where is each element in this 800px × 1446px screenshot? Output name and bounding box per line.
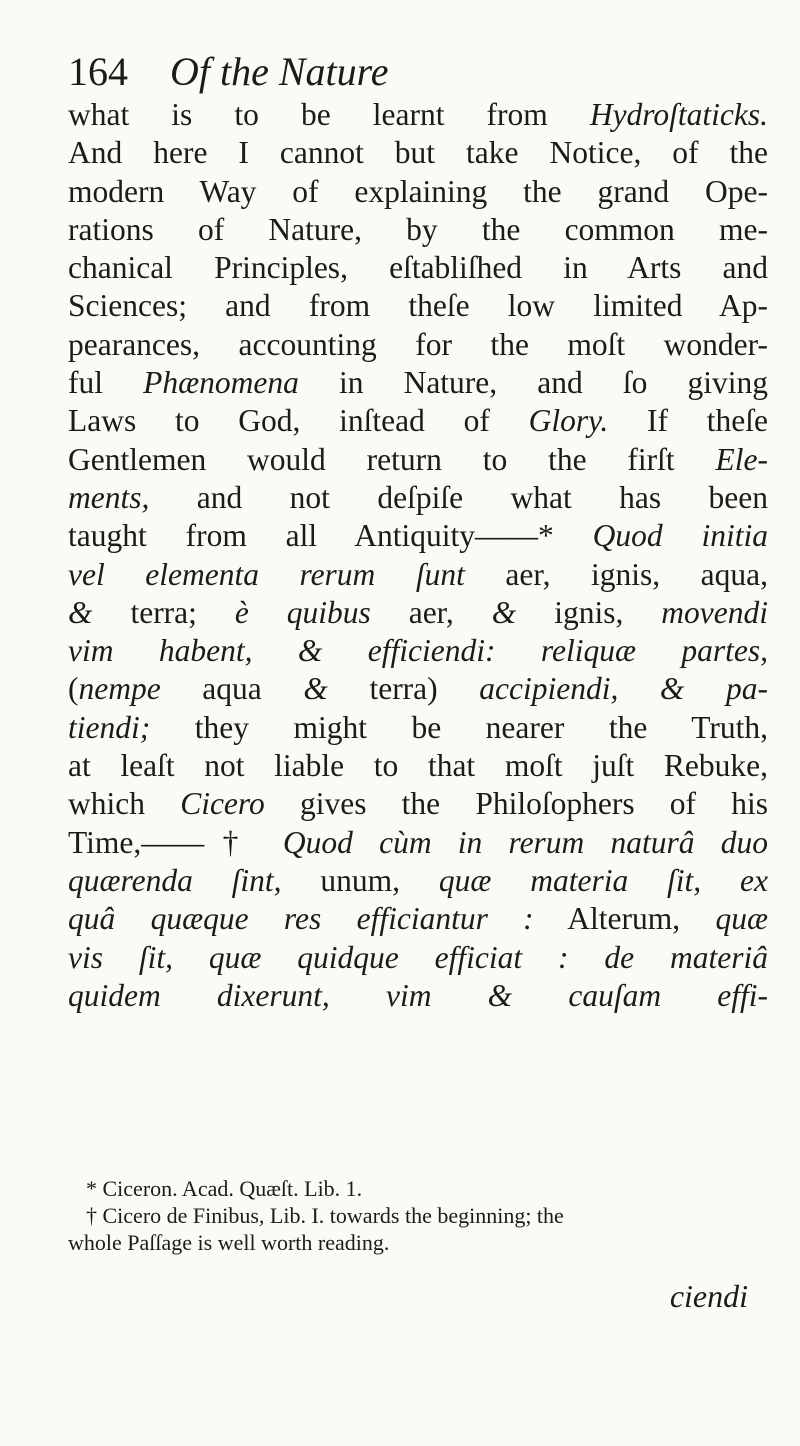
footnote: † Cicero de Finibus, Lib. I. towards the beginning; the [86,1203,564,1228]
text-line: ful Phænomena in Nature, and ſo giving [68,365,768,401]
footnotes [68,1175,768,1256]
text-line: ments, and not deſpiſe what has been [68,479,768,515]
text-line: quâ quæque res efficiantur : Alterum, quæ [68,901,768,937]
text-line: chanical Principles, eſtabliſhed in Arts and [68,250,768,286]
text-line: quærenda ſint, unum, quæ materia ſit, ex [68,862,768,898]
text-line: which Cicero gives the Philoſophers of his [68,786,768,822]
text-line: pearances, accounting for the moſt wonder- [68,326,768,362]
text-line: taught from all Antiquity——* Quod initia [68,518,768,554]
catchword: ciendi [669,1278,748,1314]
text-line: (nempe aqua & terra) accipiendi, & pa- [68,671,768,707]
text-line: Gentlemen would return to the firſt Ele- [68,441,768,477]
text-line: at leaſt not liable to that moſt juſt Rebuke, [68,748,768,784]
text-line: Laws to God, inſtead of Glory. If theſe [68,403,768,439]
text-line: Sciences; and from theſe low limited Ap- [68,288,768,324]
text-line: & terra; è quibus aer, & ignis, movendi [68,594,768,630]
text-line: what is to be learnt from Hydroſtaticks. [68,97,768,132]
page-number: 164 [68,49,128,94]
text-line: And here I cannot but take Notice, of the [68,135,768,171]
text-line: vis ſit, quæ quidque efficiat : de materiâ [68,939,768,975]
text-line: quidem dixerunt, vim & cauſam effi- [68,977,768,1013]
text-line: vim habent, & efficiendi: reliquæ partes, [68,633,768,669]
text-line: tiendi; they might be nearer the Truth, [68,709,768,745]
page-header [68,42,768,102]
running-title: Of the Nature [170,49,389,94]
body-text [68,96,768,1015]
text-line: modern Way of explaining the grand Ope- [68,173,768,209]
footnote: * Ciceron. Acad. Quæſt. Lib. 1. [86,1176,363,1201]
text-line: rations of Nature, by the common me- [68,211,768,247]
text-line: vel elementa rerum ſunt aer, ignis, aqua, [68,556,768,592]
footnote-continuation: whole Paſſage is well worth reading. [68,1230,390,1255]
text-line: Time,——† Quod cùm in rerum naturâ duo [68,824,768,860]
